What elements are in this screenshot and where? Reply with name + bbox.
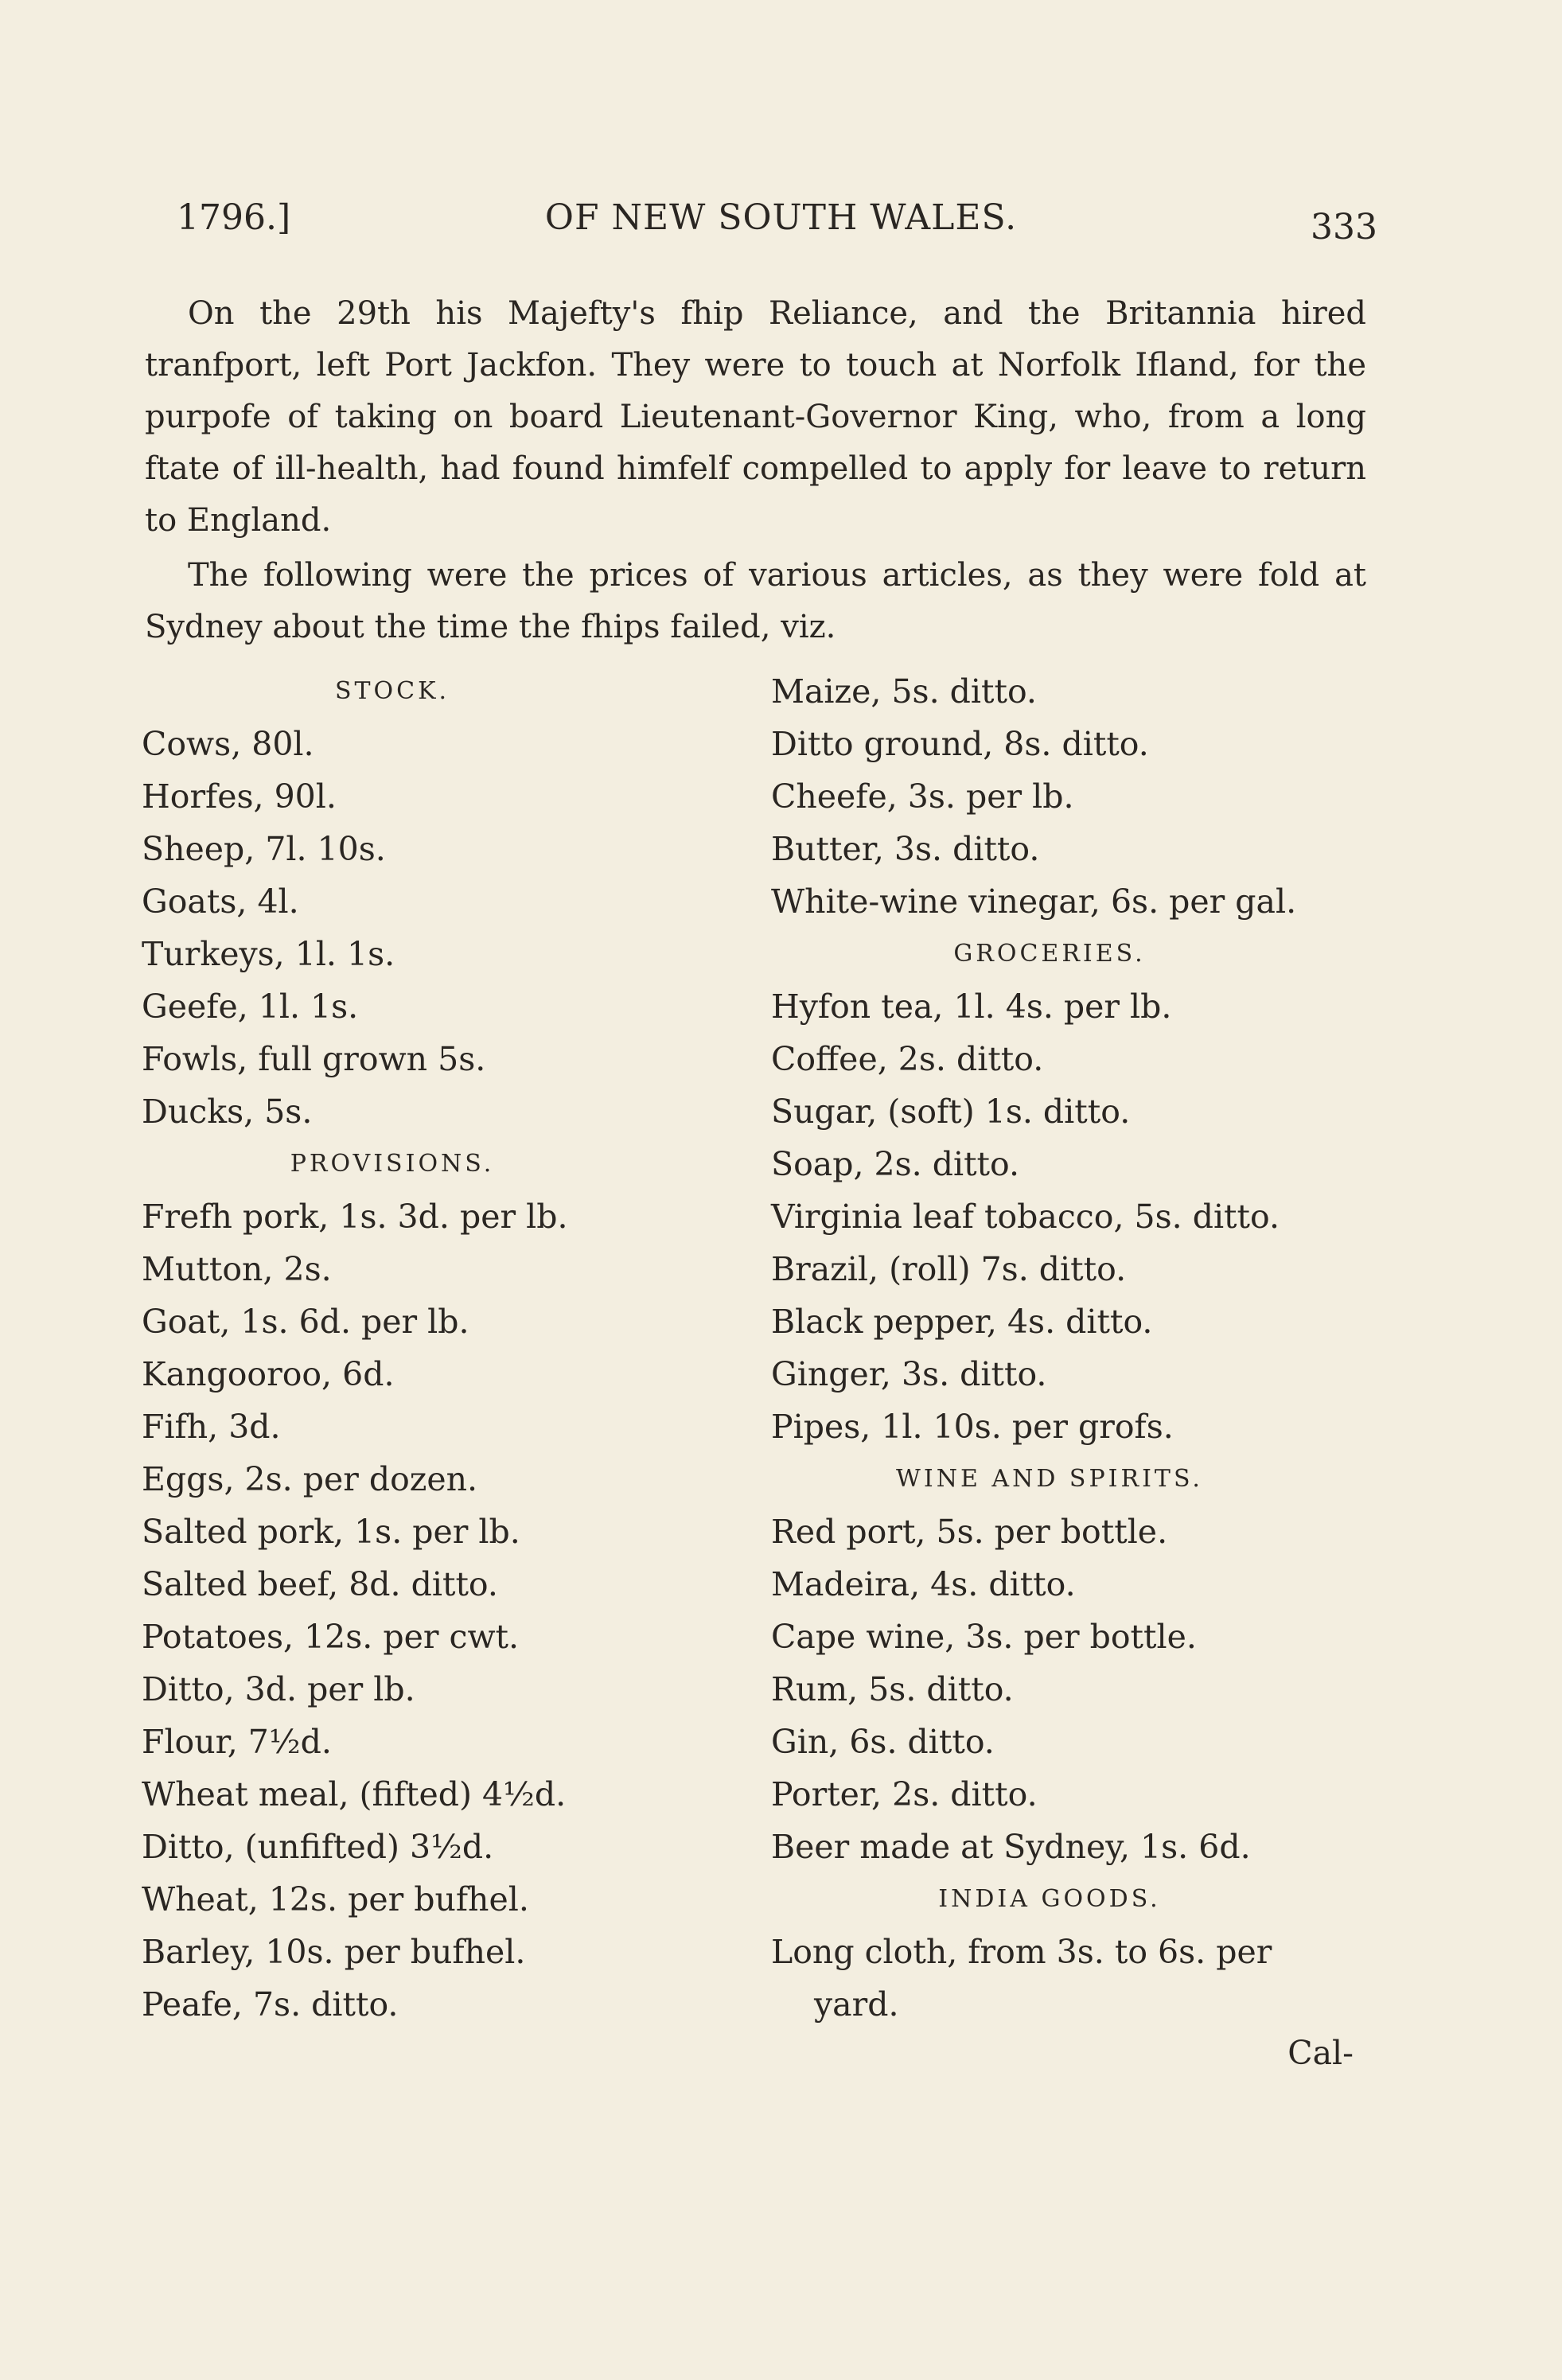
paragraph-prices-intro: The following were the prices of various articles, as they were fold at Sydney about the time the fhips failed, viz. <box>145 557 1366 645</box>
list-item: Goat, 1s. 6d. per lb. <box>142 1303 469 1341</box>
list-item-continuation: yard. <box>814 1985 899 2024</box>
list-item: Fifh, 3d. <box>142 1408 281 1446</box>
list-item: Hyfon tea, 1l. 4s. per lb. <box>771 987 1172 1026</box>
paragraph-departure: On the 29th his Majefty's fhip Reliance, and the Britannia hired tranfport, left Port Jackfon. They were to touch at Norfolk Ifland, for the purpofe of taking on board Lieutenant-Governor King, who, from a long ftate of ill-health, had found himfelf compelled to apply for leave to return to England. <box>145 295 1366 539</box>
list-item: Cape wine, 3s. per bottle. <box>771 1618 1197 1656</box>
list-item: Flour, 7½d. <box>142 1723 332 1761</box>
section-heading-india-goods: INDIA GOODS. <box>938 1885 1161 1913</box>
section-heading-provisions: PROVISIONS. <box>290 1150 495 1178</box>
body-text <box>145 288 1366 653</box>
list-item: Black pepper, 4s. ditto. <box>771 1303 1153 1341</box>
list-item: Goats, 4l. <box>142 882 299 921</box>
list-item: Salted pork, 1s. per lb. <box>142 1513 520 1551</box>
header-title: OF NEW SOUTH WALES. <box>544 197 1018 238</box>
list-item: Red port, 5s. per bottle. <box>771 1513 1168 1551</box>
list-item: Sugar, (soft) 1s. ditto. <box>771 1093 1131 1131</box>
list-item: Ditto, (unfifted) 3½d. <box>142 1828 494 1866</box>
section-heading-wine-and-spirits: WINE AND SPIRITS. <box>896 1465 1203 1493</box>
section-heading-stock: STOCK. <box>334 677 450 705</box>
list-item: Madeira, 4s. ditto. <box>771 1565 1076 1603</box>
list-item: Maize, 5s. ditto. <box>771 672 1037 711</box>
list-item: Wheat, 12s. per bufhel. <box>142 1880 529 1918</box>
list-item: Porter, 2s. ditto. <box>771 1775 1038 1813</box>
list-item: Cows, 80l. <box>142 725 314 763</box>
list-item: Sheep, 7l. 10s. <box>142 830 386 868</box>
list-item: Beer made at Sydney, 1s. 6d. <box>771 1828 1251 1866</box>
list-item: Coffee, 2s. ditto. <box>771 1040 1044 1078</box>
list-item: Barley, 10s. per bufhel. <box>142 1933 526 1971</box>
list-item: Rum, 5s. ditto. <box>771 1670 1014 1708</box>
list-item: Mutton, 2s. <box>142 1250 332 1288</box>
list-item: Pipes, 1l. 10s. per grofs. <box>771 1408 1174 1446</box>
list-item: Virginia leaf tobacco, 5s. ditto. <box>771 1198 1280 1236</box>
page-number: 333 <box>1311 207 1377 247</box>
list-item: Ginger, 3s. ditto. <box>771 1355 1047 1393</box>
list-item: Frefh pork, 1s. 3d. per lb. <box>142 1198 568 1236</box>
list-item: Soap, 2s. ditto. <box>771 1145 1020 1183</box>
list-item: Brazil, (roll) 7s. ditto. <box>771 1250 1127 1288</box>
list-item: Cheefe, 3s. per lb. <box>771 777 1074 816</box>
list-item: Ditto, 3d. per lb. <box>142 1670 415 1708</box>
list-item: Long cloth, from 3s. to 6s. per <box>771 1933 1272 1971</box>
list-item: Eggs, 2s. per dozen. <box>142 1460 478 1498</box>
list-item: White-wine vinegar, 6s. per gal. <box>771 882 1297 921</box>
list-item: Potatoes, 12s. per cwt. <box>142 1618 520 1656</box>
list-item: Ditto ground, 8s. ditto. <box>771 725 1149 763</box>
list-item: Peafe, 7s. ditto. <box>142 1985 399 2024</box>
catchword: Cal- <box>1287 2034 1354 2072</box>
list-item: Salted beef, 8d. ditto. <box>142 1565 498 1603</box>
list-item: Ducks, 5s. <box>142 1093 313 1131</box>
header-year: 1796.] <box>177 197 291 238</box>
list-item: Horfes, 90l. <box>142 777 337 816</box>
list-item: Butter, 3s. ditto. <box>771 830 1040 868</box>
list-item: Gin, 6s. ditto. <box>771 1723 995 1761</box>
price-list-left-column <box>142 665 762 2031</box>
list-item: Fowls, full grown 5s. <box>142 1040 486 1078</box>
list-item: Geefe, 1l. 1s. <box>142 987 359 1026</box>
price-list-right-column <box>771 665 1376 2031</box>
running-head <box>0 197 1562 253</box>
section-heading-groceries: GROCERIES. <box>953 940 1146 968</box>
list-item: Turkeys, 1l. 1s. <box>142 935 395 973</box>
list-item: Wheat meal, (fifted) 4½d. <box>142 1775 567 1813</box>
list-item: Kangooroo, 6d. <box>142 1355 395 1393</box>
